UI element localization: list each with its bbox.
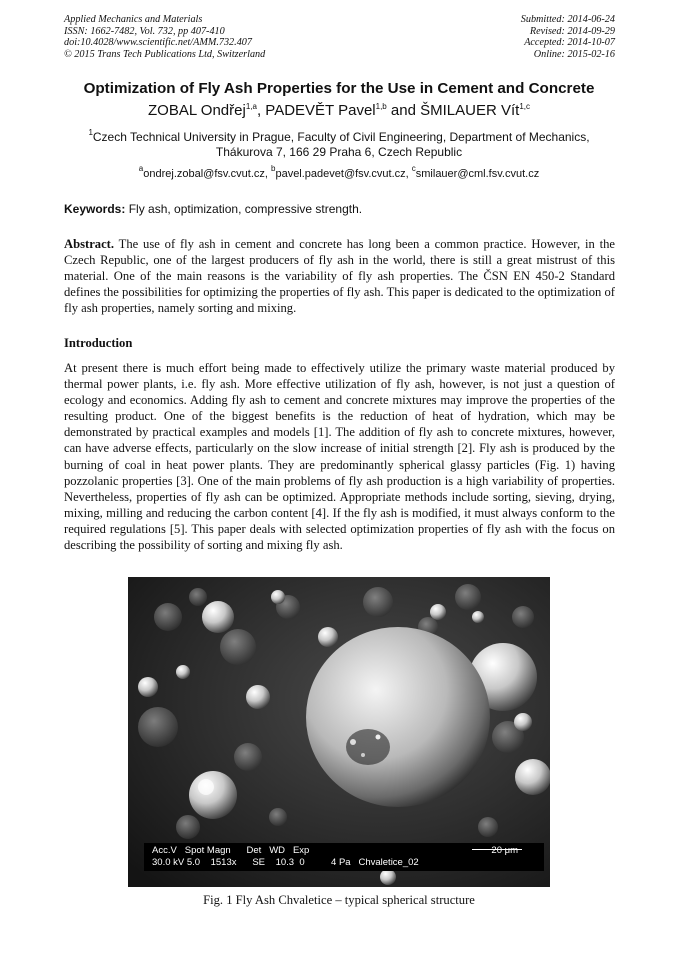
author-affiliation-mark: 1,b: [375, 102, 387, 111]
journal-header-right: [521, 14, 615, 60]
author-name: ŠMILAUER Vít: [420, 102, 520, 119]
date-revised: Revised: 2014-09-29: [529, 25, 615, 37]
email-mark: a: [138, 164, 144, 173]
journal-doi: doi:10.4028/www.scientific.net/AMM.732.407: [64, 37, 252, 49]
author-name: PADEVĚT Pavel: [265, 102, 376, 119]
author-affiliation-mark: 1,a: [245, 102, 257, 111]
email-link[interactable]: smilauer@cml.fsv.cvut.cz: [415, 168, 540, 180]
email-mark: c: [411, 164, 416, 173]
journal-copyright: © 2015 Trans Tech Publications Ltd, Switzerland: [64, 48, 266, 60]
keywords-label: Keywords:: [64, 202, 126, 216]
author-list: [0, 102, 678, 119]
sem-micrograph: [128, 577, 550, 887]
abstract-text: The use of fly ash in cement and concrete has long been a common practice. However, in the Czech Republic, one of the largest producers of fly ash in the world, there is still a great mistrust of this material. One of the main reasons is the variability of fly ash properties. The ČSN EN 450-2 Standard defines the possibilities for optimizing the properties of fly ash. This paper is dedicated to the optimization of fly ash properties, namely sorting and mixing.: [64, 237, 615, 316]
author-separator: ,: [256, 102, 266, 119]
affiliation: [0, 130, 678, 160]
sem-info-bar: [144, 843, 544, 871]
keywords-text: Fly ash, optimization, compressive strength.: [125, 202, 363, 216]
abstract-label: Abstract.: [64, 237, 115, 251]
email-link[interactable]: pavel.padevet@fsv.cvut.cz,: [275, 168, 412, 180]
affiliation-line-2: Thákurova 7, 166 29 Praha 6, Czech Republic: [215, 145, 463, 159]
date-accepted: Accepted: 2014-10-07: [524, 37, 615, 49]
introduction-text: At present there is much effort being made to effectively utilize the primary waste material produced by thermal power plants, i.e. fly ash. More effective utilization of fly ash, however, is not just a question of ecology and economics. Adding fly ash to cement and concrete mixtures may improve the properties of the resulting product. One of the biggest benefits is the reduction of heat of hydration, which may be demonstrated by practical examples and models [1]. The addition of fly ash to concrete mixtures, however, can have adverse effects, particularly on the slow increase of initial strength [2]. Fly ash is produced by the burning of coal in heat power plants. They are predominantly spherical glassy particles (Fig. 1) having pozzolanic properties [3]. One of the main problems of fly ash production is a high variability of properties. Nevertheless, properties of fly ash can be optimized. Appropriate methods include sorting, sieving, drying, mixing, milling and reducing the carbon content [4]. If the fly ash is modified, it must always conform to the required regulations [5]. This paper deals with selected optimization properties of fly ash with the focus on describing the possibility of sorting and mixing fly ash.: [64, 361, 615, 553]
fly-ash-spheres-image: [128, 577, 550, 887]
author-separator: and: [386, 102, 421, 119]
scale-bar-label: 20 μm: [491, 845, 518, 856]
journal-header-left: [64, 14, 265, 60]
journal-issn: ISSN: 1662-7482, Vol. 732, pp 407-410: [64, 25, 225, 37]
sem-info-values: 30.0 kV 5.0 1513x SE 10.3 0 4 Pa Chvaletice_02: [152, 857, 419, 868]
sem-info-labels: Acc.V Spot Magn Det WD Exp: [152, 845, 310, 856]
journal-name: Applied Mechanics and Materials: [64, 14, 203, 25]
author-affiliation-mark: 1,c: [519, 102, 530, 111]
date-submitted: Submitted: 2014-06-24: [520, 14, 615, 25]
abstract: [64, 236, 615, 316]
email-mark: b: [271, 164, 276, 173]
author-emails: [0, 164, 678, 180]
keywords: [64, 202, 614, 216]
affiliation-line-1: Czech Technical University in Prague, Faculty of Civil Engineering, Department of Mechanics,: [92, 130, 590, 144]
figure-caption: Fig. 1 Fly Ash Chvaletice – typical spherical structure: [203, 893, 475, 907]
paper-title: Optimization of Fly Ash Properties for the Use in Cement and Concrete: [83, 80, 595, 97]
author-name: ZOBAL Ondřej: [148, 102, 246, 119]
date-online: Online: 2015-02-16: [533, 48, 615, 60]
email-link[interactable]: ondrej.zobal@fsv.cvut.cz,: [143, 168, 271, 180]
affiliation-mark: 1: [88, 128, 93, 137]
section-heading-introduction: Introduction: [64, 336, 133, 350]
